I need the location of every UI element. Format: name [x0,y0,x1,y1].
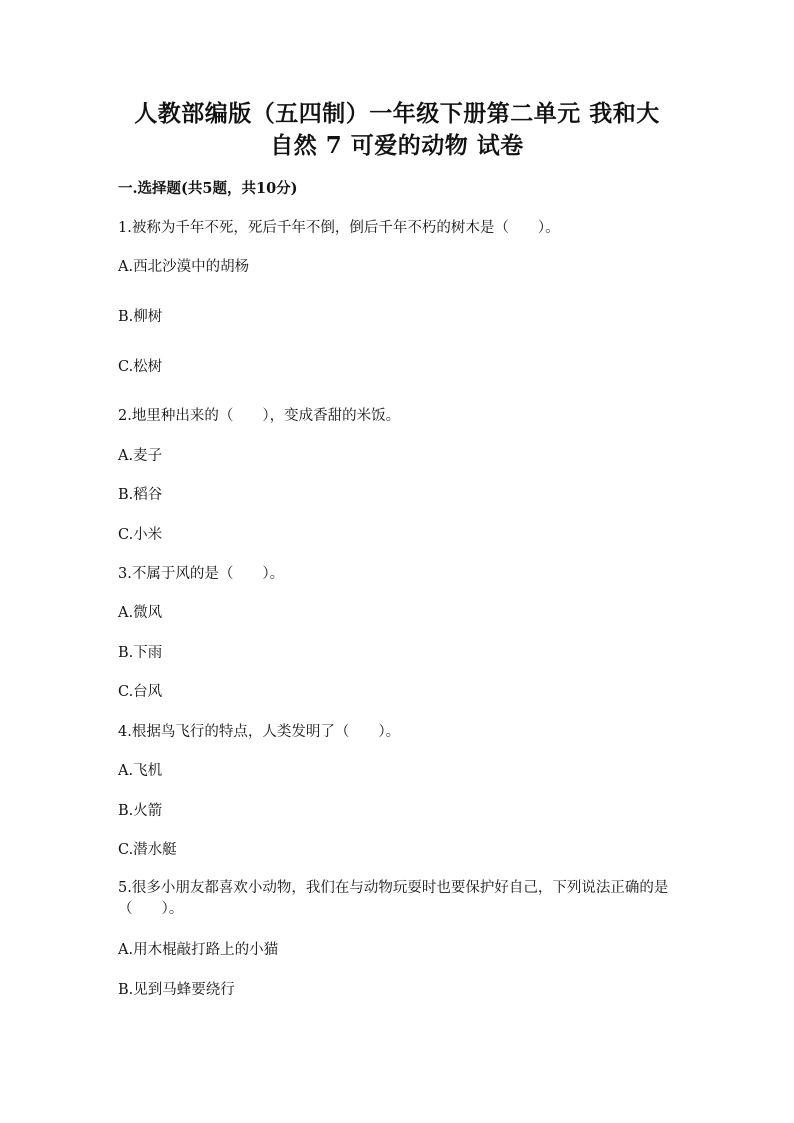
page-title-line-2: 自然 7 可爱的动物 试卷 [270,132,524,159]
question-5-option-a: A.用木棍敲打路上的小猫 [118,942,279,958]
question-1-option-b: B.柳树 [118,309,163,325]
question-3-stem: 3.不属于风的是（ ）。 [118,566,285,582]
question-3-option-c: C.台风 [118,684,163,700]
question-4-option-c: C.潜水艇 [118,842,177,858]
question-3-option-b: B.下雨 [118,645,163,661]
question-2-option-a: A.麦子 [118,448,163,464]
question-2-option-b: B.稻谷 [118,487,163,503]
question-4-option-b: B.火箭 [118,803,163,819]
page-title-line-1: 人教部编版（五四制）一年级下册第二单元 我和大 [134,100,660,127]
question-5-stem: 5.很多小朋友都喜欢小动物，我们在与动物玩耍时也要保护好自己，下列说法正确的是（ ）。 [118,880,669,917]
section-heading: 一.选择题(共5题，共10分) [118,180,298,197]
question-2-stem: 2.地里种出来的（ ），变成香甜的米饭。 [118,408,401,424]
question-1-option-c: C.松树 [118,359,163,375]
question-4-stem: 4.根据鸟飞行的特点，人类发明了（ ）。 [118,724,401,740]
question-3-option-a: A.微风 [118,605,163,621]
question-1-option-a: A.西北沙漠中的胡杨 [118,259,250,275]
question-4-option-a: A.飞机 [118,763,163,779]
question-5-option-b: B.见到马蜂要绕行 [118,982,235,998]
question-2-option-c: C.小米 [118,527,163,543]
question-1-stem: 1.被称为千年不死，死后千年不倒，倒后千年不朽的树木是（ ）。 [118,220,560,236]
